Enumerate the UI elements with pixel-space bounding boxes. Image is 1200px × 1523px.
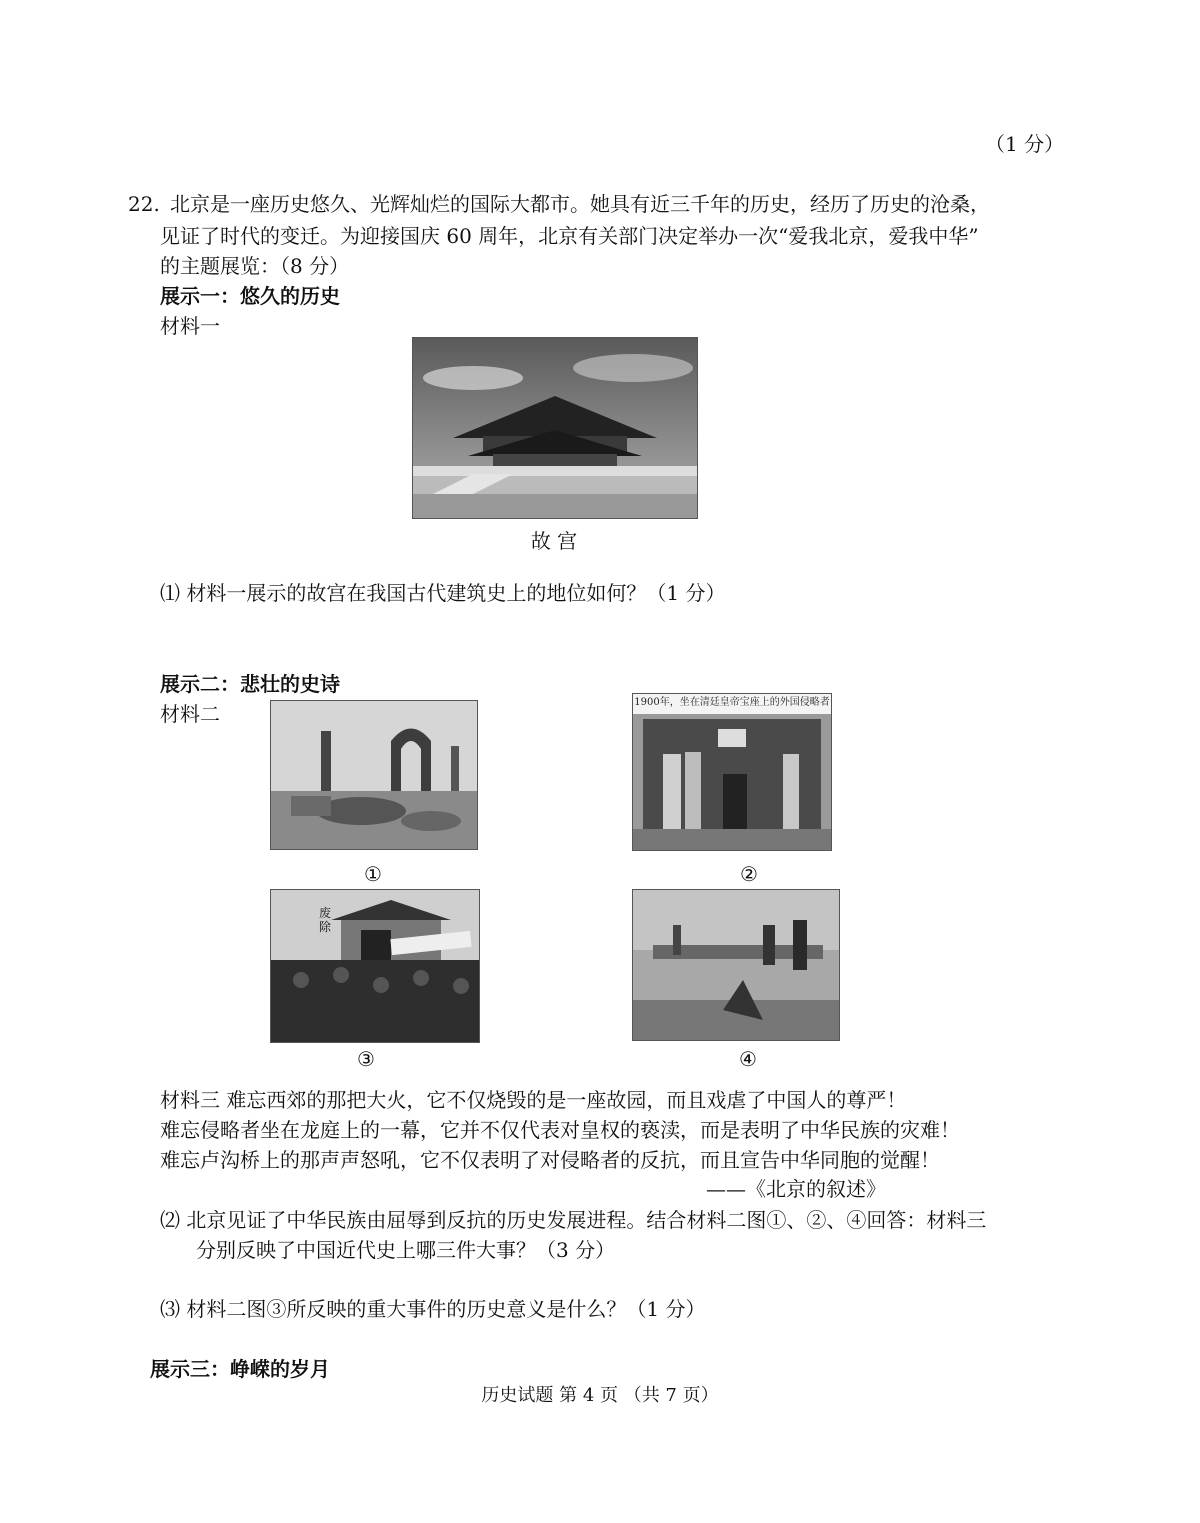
score-label: （1 分） <box>985 132 1065 156</box>
question-line-3: 的主题展览：（8 分） <box>160 254 350 278</box>
photo-label-3: ③ <box>357 1047 375 1071</box>
page-footer: 历史试题 第 4 页 （共 7 页） <box>481 1385 719 1406</box>
photo-label-4: ④ <box>739 1047 757 1071</box>
material3-source: ——《北京的叙述》 <box>706 1177 886 1201</box>
section3-title: 展示三：峥嵘的岁月 <box>150 1357 330 1381</box>
question-line-1: 北京是一座历史悠久、光辉灿烂的国际大都市。她具有近三千年的历史，经历了历史的沧桑， <box>170 192 990 216</box>
question-2-line-1: ⑵ 北京见证了中华民族由屈辱到反抗的历史发展进程。结合材料二图①、②、④回答：材料三 <box>160 1208 987 1232</box>
question-1: ⑴ 材料一展示的故宫在我国古代建筑史上的地位如何？（1 分） <box>160 581 726 605</box>
question-line-2: 见证了时代的变迁。为迎接国庆 60 周年，北京有关部门决定举办一次“爱我北京，爱我中华” <box>160 224 979 248</box>
lugou-bridge-photo <box>632 889 840 1041</box>
throne-photo-caption: 1900年，坐在清廷皇帝宝座上的外国侵略者 <box>634 697 830 708</box>
question-3: ⑶ 材料二图③所反映的重大事件的历史意义是什么？（1 分） <box>160 1297 706 1321</box>
photo-label-1: ① <box>364 862 382 886</box>
forbidden-city-photo <box>412 337 698 519</box>
throne-invaders-photo <box>632 693 832 851</box>
protest-banner-text: 废除 <box>319 906 332 934</box>
section2-title: 展示二：悲壮的史诗 <box>160 672 340 696</box>
material3-line-3: 难忘卢沟桥上的那声声怒吼，它不仅表明了对侵略者的反抗，而且宣告中华同胞的觉醒！ <box>160 1148 940 1172</box>
material3-line-2: 难忘侵略者坐在龙庭上的一幕，它并不仅代表对皇权的亵渎，而是表明了中华民族的灾难！ <box>160 1118 960 1142</box>
material1-label: 材料一 <box>160 314 220 338</box>
material2-label: 材料二 <box>160 702 220 726</box>
question-number: 22. <box>128 192 160 216</box>
material3-line-1: 材料三 难忘西郊的那把大火，它不仅烧毁的是一座故园，而且戏虐了中国人的尊严！ <box>160 1088 907 1112</box>
forbidden-city-caption: 故 宫 <box>530 529 578 553</box>
section1-title: 展示一：悠久的历史 <box>160 284 340 308</box>
yuanmingyuan-ruins-photo <box>270 700 478 850</box>
question-2-line-2: 分别反映了中国近代史上哪三件大事？（3 分） <box>196 1238 616 1262</box>
protest-photo <box>270 889 480 1043</box>
photo-label-2: ② <box>740 862 758 886</box>
